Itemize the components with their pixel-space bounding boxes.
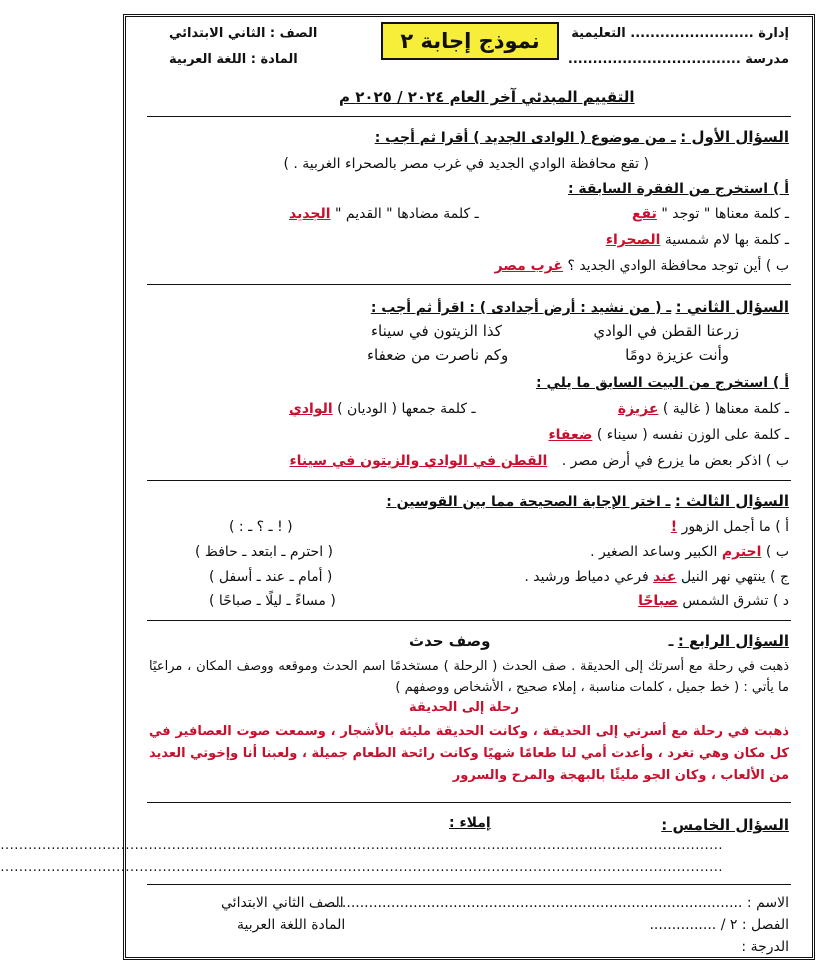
q3-instruction: ـ اختر الإجابة الصحيحة مما بين القوسين : xyxy=(386,494,671,510)
divider xyxy=(147,116,791,117)
q2-verse2-right: وأنت عزيزة دومًا xyxy=(625,346,729,364)
q2-a1-text: ـ كلمة معناها ( غالية ) xyxy=(662,401,789,417)
q3-item-pre: ج ) ينتهي نهر النيل xyxy=(680,569,789,585)
footer-grade-label: الصف الثاني الابتدائي xyxy=(221,895,344,911)
q3-item-answer: صباحًا xyxy=(638,593,678,609)
q2-verse1-left: كذا الزيتون في سيناء xyxy=(371,322,502,340)
q2-a1-answer: عزيزة xyxy=(617,401,659,417)
divider xyxy=(147,884,791,885)
q2-heading xyxy=(371,298,789,317)
answer-model-title: نموذج إجابة ٢ xyxy=(381,22,559,60)
q3-item-options: ( أمام ـ عند ـ أسفل ) xyxy=(209,569,333,585)
q2-a2 xyxy=(289,400,476,418)
q3-item-options: ( احترم ـ ابتعد ـ حافظ ) xyxy=(195,544,334,560)
grade-label: الصف : الثاني الابتدائي xyxy=(169,26,318,41)
q2-b xyxy=(289,452,789,470)
q3-item-pre: ب ) xyxy=(765,544,789,560)
q3-item-answer: ! xyxy=(670,519,678,535)
q1-passage: ( تقع محافظة الوادي الجديد في غرب مصر بالصحراء الغربية . ) xyxy=(283,156,649,172)
divider xyxy=(147,480,791,481)
q3-item-post: الكبير وساعد الصغير . xyxy=(590,544,718,560)
q3-item-options-text: ( ! ـ ؟ ـ : ) xyxy=(229,519,293,535)
q3-item-pre: د ) تشرق الشمس xyxy=(682,593,789,609)
q2-b-answer: القطن في الوادي والزيتون في سيناء xyxy=(289,453,548,469)
student-grade-field: الدرجة : xyxy=(741,939,789,955)
q1-a3-text: ـ كلمة بها لام شمسية xyxy=(664,232,789,248)
q2-verse2-left: وكم ناصرت من ضعفاء xyxy=(367,346,509,364)
q4-answer-title: رحلة إلى الحديقة xyxy=(409,700,519,715)
divider xyxy=(147,284,791,285)
q4-answer-text: ذهبت في رحلة مع أسرتي إلى الحديقة ، وكانت الحديقة مليئة بالأشجار ، وسمعت صوت العصافير في كل مكان وهي تغرد ، وأعدت أمي لنا طعامًا شهيًا وكانت رائحة الطعام جميلة ، ولعبنا أنا وإخوتي العديد من الألعاب ، وكان الجو مليئًا بالبهجة والمرح والسرور xyxy=(149,724,789,783)
q2-label: السؤال الثاني : xyxy=(675,298,789,316)
q2-a3-answer: ضعفاء xyxy=(548,427,593,443)
q1-b-answer: غرب مصر xyxy=(494,258,563,274)
q1-a2 xyxy=(289,205,479,223)
q1-a-label: أ ) استخرج من الفقرة السابقة : xyxy=(567,181,789,197)
q1-a1 xyxy=(632,205,789,223)
q3-item-post: فرعي دمياط ورشيد . xyxy=(524,569,649,585)
q1-a1-answer: تقع xyxy=(631,206,657,222)
q2-instruction: ـ ( من نشيد : أرض أجدادى ) : اقرأ ثم أجب : xyxy=(370,300,672,316)
q3-item xyxy=(524,568,789,586)
school-line: مدرسة ................................... xyxy=(567,52,789,67)
q2-a2-answer: الوادي xyxy=(289,401,333,417)
q3-item-answer: عند xyxy=(653,569,677,585)
exam-title: التقييم المبدئي آخر العام ٢٠٢٤ / ٢٠٢٥ م xyxy=(339,88,635,106)
q3-item-options xyxy=(229,518,293,536)
student-name-field: الاسم : ............................................................................................ xyxy=(333,895,789,911)
q3-item xyxy=(590,543,789,561)
subject-label: المادة : اللغة العربية xyxy=(169,52,298,67)
q4-label: السؤال الرابع : xyxy=(677,632,789,650)
q5-heading xyxy=(661,816,789,835)
q4-dash: ـ xyxy=(668,634,674,650)
divider xyxy=(147,802,791,803)
q1-b-text: ب ) أين توجد محافظة الوادي الجديد ؟ xyxy=(567,258,789,274)
q1-a1-text: ـ كلمة معناها " توجد " xyxy=(661,206,789,222)
q4-subject: وصف حدث xyxy=(409,632,491,650)
q2-a1 xyxy=(618,400,789,418)
q3-item-answer: احترم xyxy=(721,544,762,560)
q2-a3 xyxy=(548,426,789,444)
q1-heading xyxy=(375,128,789,147)
q3-item xyxy=(671,518,789,536)
q1-a3-answer: الصحراء xyxy=(605,232,661,248)
q4-instructions: ذهبت في رحلة مع أسرتك إلى الحديقة . صف الحدث ( الرحلة ) مستخدمًا اسم الحدث وموقعه ووصف المكان ، مراعيًا ما يأتي : ( خط جميل ، كلمات مناسبة ، إملاء صحيح ، الأشخاص ووصفهم ) xyxy=(149,659,789,695)
q4-heading xyxy=(669,632,789,651)
q1-b xyxy=(495,257,789,275)
q2-a2-text: ـ كلمة جمعها ( الوديان ) xyxy=(337,401,476,417)
q1-instruction: ـ من موضوع ( الوادى الجديد ) أقرا ثم أجب : xyxy=(374,130,676,146)
q3-item xyxy=(638,592,789,610)
q5-writing-line: ............................................................................................................................................................ xyxy=(0,860,723,875)
student-class-field: الفصل : ٢ / ............... xyxy=(649,917,789,933)
q5-label: السؤال الخامس : xyxy=(661,816,789,834)
q3-item-options: ( مساءً ـ ليلًا ـ صباحًا ) xyxy=(209,593,336,609)
q5-writing-line: ............................................................................................................................................................ xyxy=(0,838,723,853)
q3-label: السؤال الثالث : xyxy=(674,492,789,510)
q2-verse1-right: زرعنا القطن في الوادي xyxy=(593,322,739,340)
q1-a2-answer: الجديد xyxy=(289,206,331,222)
q1-label: السؤال الأول : xyxy=(680,128,789,146)
divider xyxy=(147,620,791,621)
q2-a-label: أ ) استخرج من البيت السابق ما يلي : xyxy=(535,375,789,391)
q1-a2-text: ـ كلمة مضادها " القديم " xyxy=(335,206,479,222)
q5-dictation-label: إملاء : xyxy=(449,815,491,831)
q2-b-text: ب ) اذكر بعض ما يزرع في أرض مصر . xyxy=(561,453,789,469)
q1-a3 xyxy=(606,231,789,249)
q2-a3-text: ـ كلمة على الوزن نفسه ( سيناء ) xyxy=(596,427,789,443)
administration-line: إدارة ......................... التعليمية xyxy=(571,26,789,41)
footer-subject-label: المادة اللغة العربية xyxy=(237,917,346,933)
q3-item-pre: أ ) ما أجمل الزهور xyxy=(681,519,789,535)
q3-heading xyxy=(386,492,789,511)
